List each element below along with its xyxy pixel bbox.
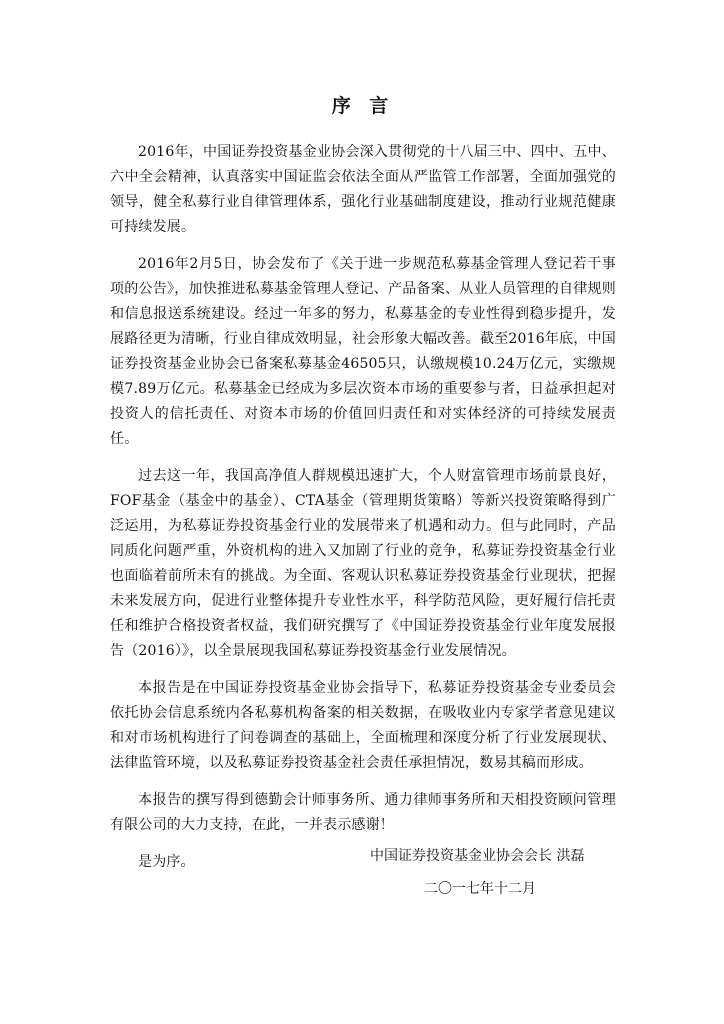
preface-closing-line: 是为序。 bbox=[138, 854, 195, 870]
page-title: 序 言 bbox=[331, 95, 395, 117]
preface-paragraph-3: 过去这一年，我国高净值人群规模迅速扩大，个人财富管理市场前景良好，FOF基金（基金中的基金）、CTA基金（管理期货策略）等新兴投资策略得到广泛运用，为私募证券投资基金行业的发展带来了机遇和动力。但与此同时，产品同质化问题严重，外资机构的进入又加剧了行业的竞争，私募证券投资基金行业也面临着前所未有的挑战。为全面、客观认识私募证券投资基金行业现状，把握未来发展方向，促进行业整体提升专业性水平，科学防范风险，更好履行信托责任和维护合格投资者权益，我们研究撰写了《中国证券投资基金行业年度发展报告（2016）》，以全景展现我国私募证券投资基金行业发展情况。 bbox=[110, 468, 616, 659]
preface-paragraph-2: 2016年2月5日，协会发布了《关于进一步规范私募基金管理人登记若干事项的公告》，加快推进私募基金管理人登记、产品备案、从业人员管理的自律规则和信息报送系统建设。经过一年多的努力，私募基金的专业性得到稳步提升，发展路径更为清晰，行业自律成效明显，社会形象大幅改善。截至2016年底，中国证券投资基金业协会已备案私募基金46505只，认缴规模10.24万亿元，实缴规模7.89万亿元。私募基金已经成为多层次资本市场的重要参与者，日益承担起对投资人的信托责任、对资本市场的价值回归责任和对实体经济的可持续发展责任。 bbox=[110, 256, 616, 447]
date-line: 二〇一七年十二月 bbox=[424, 881, 536, 897]
preface-page bbox=[110, 92, 616, 887]
preface-paragraph-5: 本报告的撰写得到德勤会计师事务所、通力律师事务所和天相投资顾问管理有限公司的大力支持，在此，一并表示感谢！ bbox=[110, 792, 616, 833]
preface-paragraph-4: 本报告是在中国证券投资基金业协会指导下，私募证券投资基金专业委员会依托协会信息系统内各私募机构备案的相关数据，在吸收业内专家学者意见建议和对市场机构进行了问卷调查的基础上，全面梳理和深度分析了行业发展现状、法律监管环境，以及私募证券投资基金社会责任承担情况，数易其稿而形成。 bbox=[110, 680, 616, 771]
preface-paragraph-1: 2016年，中国证券投资基金业协会深入贯彻党的十八届三中、四中、五中、六中全会精神，认真落实中国证监会依法全面从严监管工作部署，全面加强党的领导，健全私募行业自律管理体系，强化行业基础制度建设，推动行业规范健康可持续发展。 bbox=[110, 144, 616, 235]
signature-line: 中国证券投资基金业协会会长 洪磊 bbox=[370, 848, 585, 864]
